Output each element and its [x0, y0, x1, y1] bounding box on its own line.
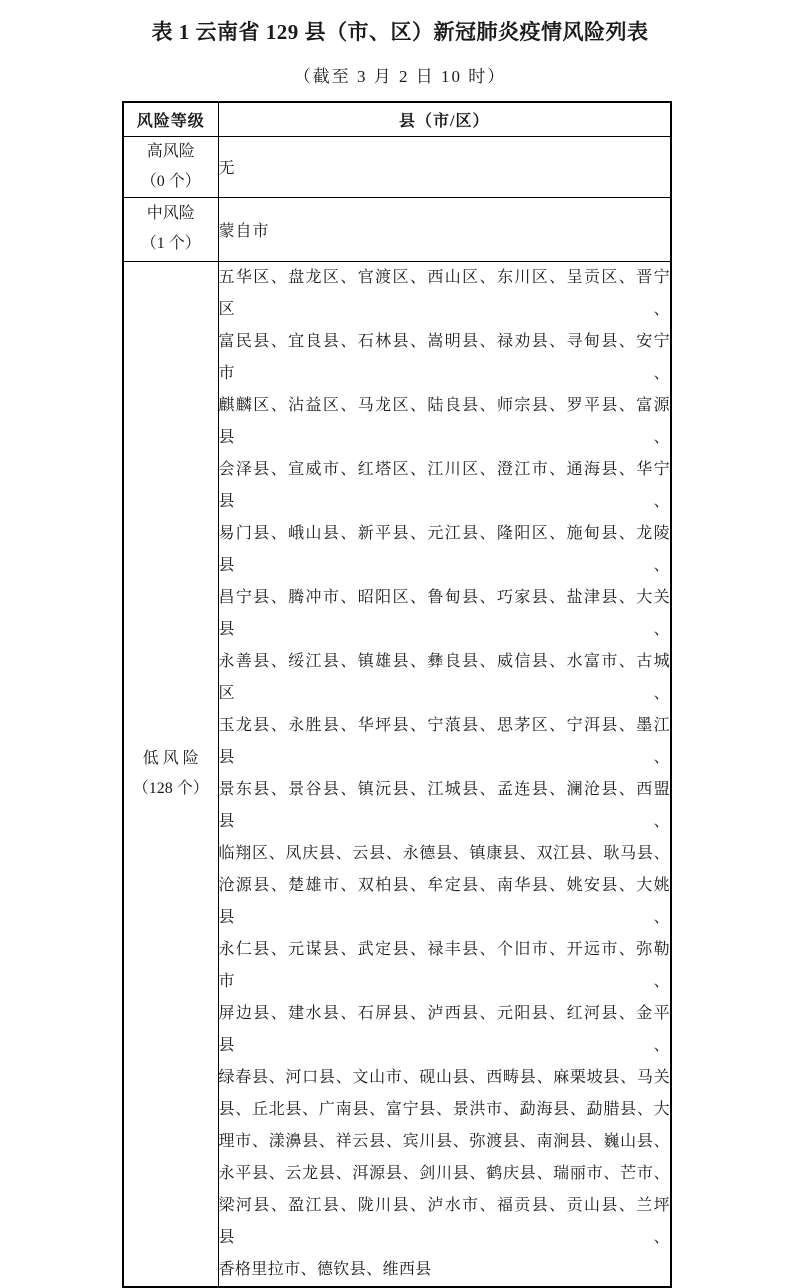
medium-risk-counties-cell: 蒙自市	[218, 197, 671, 261]
high-risk-count: （0 个）	[140, 172, 201, 190]
county-list-line: 县、丘北县、广南县、富宁县、景洪市、勐海县、勐腊县、大	[218, 1100, 670, 1118]
table-row-high-risk	[123, 136, 671, 197]
header-county: 县（市/区）	[218, 102, 671, 136]
high-risk-counties-cell: 无	[218, 136, 671, 197]
county-list-line: 沧源县、楚雄市、双柏县、牟定县、南华县、姚安县、大姚县、	[218, 876, 670, 926]
county-list-line: 理市、漾濞县、祥云县、宾川县、弥渡县、南涧县、巍山县、	[218, 1132, 670, 1150]
low-risk-label: 低 风 险	[142, 749, 199, 767]
county-list-line: 五华区、盘龙区、官渡区、西山区、东川区、呈贡区、晋宁区、	[218, 268, 670, 318]
high-risk-label: 高风险	[146, 142, 195, 160]
county-list-line: 易门县、峨山县、新平县、元江县、隆阳区、施甸县、龙陵县、	[218, 524, 670, 574]
document-subtitle: （截至 3 月 2 日 10 时）	[293, 67, 507, 86]
county-list-line: 昌宁县、腾冲市、昭阳区、鲁甸县、巧家县、盐津县、大关县、	[218, 588, 670, 638]
county-list-line: 梁河县、盈江县、陇川县、泸水市、福贡县、贡山县、兰坪县、	[218, 1196, 670, 1246]
county-list-line: 永仁县、元谋县、武定县、禄丰县、个旧市、开远市、弥勒市、	[218, 940, 670, 990]
low-risk-counties-cell	[218, 261, 671, 1287]
county-list-line: 屏边县、建水县、石屏县、泸西县、元阳县、红河县、金平县、	[218, 1004, 670, 1054]
high-risk-level-cell	[123, 136, 218, 197]
risk-table	[122, 101, 672, 1288]
document-page	[0, 18, 800, 1278]
medium-risk-level-cell	[123, 197, 218, 261]
county-list-line: 永平县、云龙县、洱源县、剑川县、鹤庆县、瑞丽市、芒市、	[218, 1164, 670, 1182]
medium-risk-count: （1 个）	[140, 235, 201, 252]
county-list-line: 景东县、景谷县、镇沅县、江城县、孟连县、澜沧县、西盟县、	[218, 780, 670, 830]
county-list-line: 绿春县、河口县、文山市、砚山县、西畴县、麻栗坡县、马关	[218, 1068, 670, 1086]
low-risk-count: （128 个）	[132, 779, 209, 797]
county-list-line: 香格里拉市、德钦县、维西县	[218, 1260, 432, 1278]
low-risk-level-cell	[123, 261, 218, 1287]
table-row-low-risk	[123, 261, 671, 1287]
county-list-line: 永善县、绥江县、镇雄县、彝良县、威信县、水富市、古城区、	[218, 652, 670, 702]
county-list-line: 会泽县、宣威市、红塔区、江川区、澄江市、通海县、华宁县、	[218, 460, 670, 510]
county-list-line: 麒麟区、沾益区、马龙区、陆良县、师宗县、罗平县、富源县、	[218, 396, 670, 446]
document-title: 表 1 云南省 129 县（市、区）新冠肺炎疫情风险列表	[151, 20, 649, 44]
table-header-row	[123, 102, 671, 136]
table-row-medium-risk	[123, 197, 671, 261]
county-list-line: 玉龙县、永胜县、华坪县、宁蒗县、思茅区、宁洱县、墨江县、	[218, 716, 670, 766]
medium-risk-label: 中风险	[146, 205, 195, 222]
county-list-line: 富民县、宜良县、石林县、嵩明县、禄劝县、寻甸县、安宁市、	[218, 332, 670, 382]
county-list-line: 临翔区、凤庆县、云县、永德县、镇康县、双江县、耿马县、	[218, 844, 670, 862]
header-risk-level: 风险等级	[123, 102, 218, 136]
